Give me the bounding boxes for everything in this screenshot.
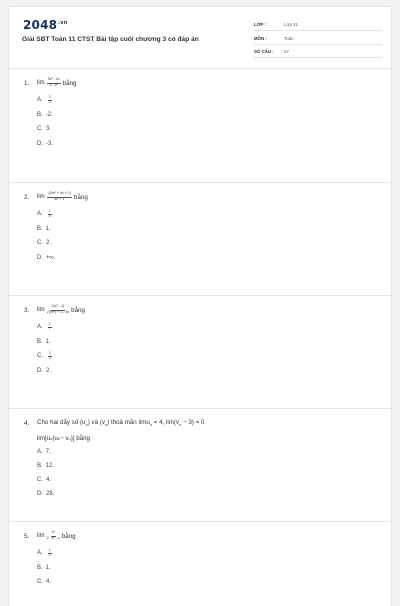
site-logo[interactable]: $2048^{.vn}$	[23, 18, 68, 32]
option-c[interactable]: C. 2.	[37, 240, 52, 247]
fraction: $\frac{\text{2(x² - 1)}}{\text{√(9x²) + 1 - 4x}}$	[46, 304, 70, 314]
question-stem: 2. lim $\frac{\text{√(4x² + 4x + 1)}}{4n + 1}$ bằng	[24, 191, 88, 201]
option-c[interactable]: C. 3.	[37, 126, 52, 133]
option-d[interactable]: D. 28.	[37, 491, 55, 497]
option-b[interactable]: B. 1.	[37, 225, 51, 232]
page-title: Giải SBT Toán 11 CTST Bài tập cuối chương 3 có đáp án	[22, 36, 199, 43]
document-sheet	[8, 6, 392, 606]
fraction: $\frac{\text{√(4x² + 4x + 1)}}{4n + 1}$	[47, 191, 72, 201]
meta-info	[254, 19, 382, 60]
option-d[interactable]: D. -3.	[37, 140, 54, 147]
fraction: $\frac{\text{x²}}{\text{2 - x² - x}}$	[46, 530, 60, 540]
option-b[interactable]: B. -2.	[37, 111, 53, 118]
option-a[interactable]: A. $\frac{1}{2}$	[37, 547, 51, 558]
question-stem: 3. lim $\frac{\text{2(x² - 1)}}{\text{√(9x²) + 1 - 4x}}$ bằng	[24, 304, 85, 314]
meta-row-subject: MÔN : Toán	[254, 33, 382, 45]
option-d[interactable]: D. 2.	[37, 367, 52, 374]
option-c[interactable]: C. $\frac{1}{2}$	[37, 350, 51, 361]
question-2	[9, 183, 391, 296]
option-c[interactable]: C. 4.	[37, 579, 52, 586]
question-list	[9, 69, 391, 602]
option-a[interactable]: A. 7.	[37, 449, 51, 455]
question-1	[9, 69, 391, 183]
question-3	[9, 296, 391, 409]
fraction: $\frac{\text{3x² - 2x}}{\text{2 - x²}}$	[47, 77, 60, 87]
question-stem: 1. lim $\frac{\text{3x² - 2x}}{\text{2 - x²}}$ bằng	[24, 77, 77, 87]
question-stem-line-2: lim[u n (u n − v n )] bằng	[37, 434, 90, 442]
meta-row-class: LỚP : Lớp 11	[254, 19, 382, 31]
question-4	[9, 409, 391, 522]
option-b[interactable]: B. 1.	[37, 564, 51, 571]
option-a[interactable]: A. $\frac{3}{2}$	[37, 94, 51, 105]
option-d[interactable]: D. +∞.	[37, 254, 56, 261]
option-c[interactable]: C. 4.	[37, 477, 52, 483]
document-header	[9, 7, 391, 69]
option-b[interactable]: B. 12.	[37, 463, 55, 469]
question-stem: 5. lim $\frac{\text{x²}}{\text{2 - x² - x}}$ bằng	[24, 530, 76, 540]
option-a[interactable]: A. $\frac{2}{7}$	[37, 321, 51, 332]
question-stem: 4. Cho hai dãy số $(u_n)$ và $(v_n)$ thoả mãn limu$_n$ = 4, $\lim(v_n - 3) = 0$.	[24, 418, 207, 428]
meta-row-count: SỐ CÂU : 27	[254, 46, 382, 58]
option-b[interactable]: B. 1.	[37, 338, 51, 345]
option-a[interactable]: A. $\frac{1}{4}$	[37, 208, 51, 219]
question-5	[9, 522, 391, 602]
